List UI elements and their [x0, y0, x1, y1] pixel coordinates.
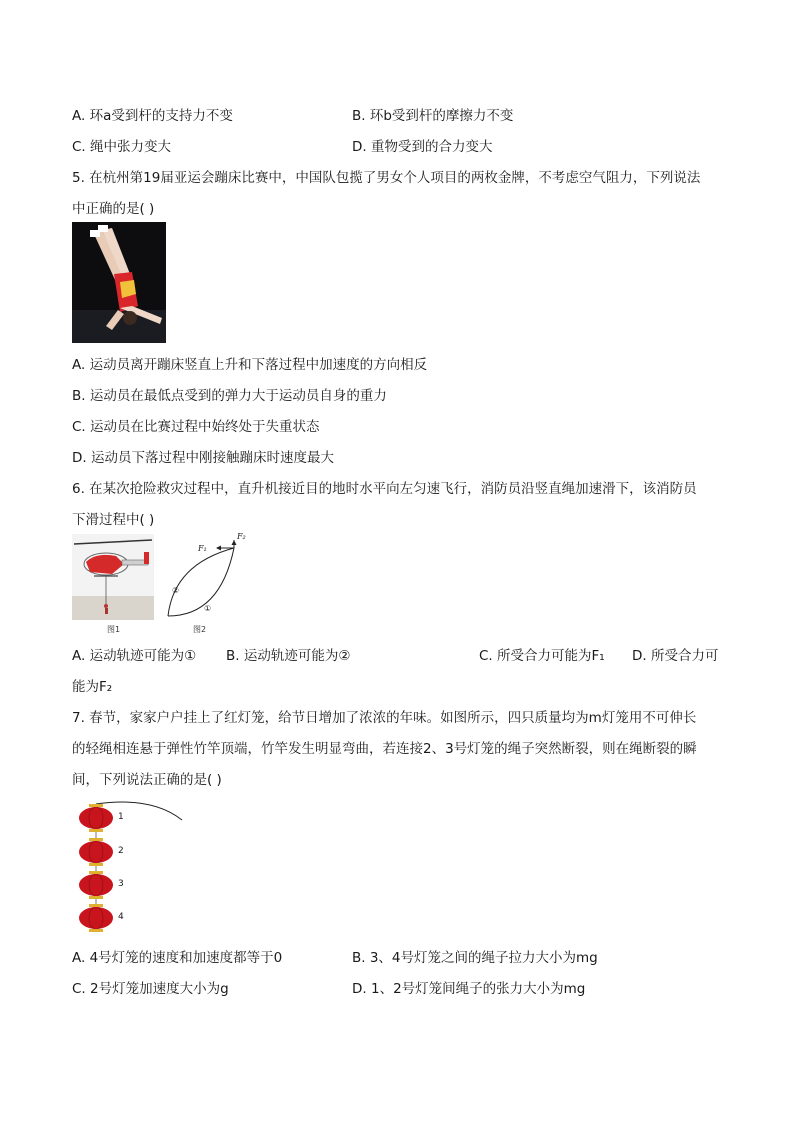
- helicopter-photo: [72, 534, 154, 620]
- q5-option-b: B. 运动员在最低点受到的弹力大于运动员自身的重力: [72, 388, 387, 404]
- q6-option-a: A. 运动轨迹可能为①: [72, 648, 197, 664]
- lantern-label-3: 3: [118, 879, 124, 889]
- trampoline-athlete-photo: [72, 222, 166, 343]
- q4-option-a: A. 环a受到杆的支持力不变: [72, 108, 233, 124]
- path1-label: ①: [204, 604, 212, 613]
- q6-option-c: C. 所受合力可能为F₁: [479, 648, 605, 664]
- q5-stem-line2: 中正确的是( ): [72, 201, 155, 217]
- q7-option-b: B. 3、4号灯笼之间的绳子拉力大小为mg: [352, 950, 598, 966]
- q5-option-a: A. 运动员离开蹦床竖直上升和下落过程中加速度的方向相反: [72, 357, 428, 373]
- path2-label: ②: [172, 586, 180, 595]
- q6-option-d-part2: 能为F₂: [72, 679, 113, 695]
- q6-stem-line2: 下滑过程中( ): [72, 512, 155, 528]
- q7-stem-line2: 的轻绳相连悬于弹性竹竿顶端，竹竿发生明显弯曲，若连接2、3号灯笼的绳子突然断裂，则在绳断裂的瞬: [72, 741, 697, 757]
- f1-label: F₁: [198, 544, 207, 553]
- figure2-caption: 图2: [193, 625, 207, 634]
- lantern-3: [79, 871, 113, 899]
- q7-option-a: A. 4号灯笼的速度和加速度都等于0: [72, 950, 283, 966]
- q4-option-b: B. 环b受到杆的摩擦力不变: [352, 108, 514, 124]
- q7-option-c: C. 2号灯笼加速度大小为g: [72, 981, 229, 997]
- q4-option-d: D. 重物受到的合力变大: [352, 139, 493, 155]
- q4-option-c: C. 绳中张力变大: [72, 139, 172, 155]
- lantern-label-4: 4: [118, 912, 124, 922]
- lantern-label-1: 1: [118, 812, 124, 822]
- lantern-2: [79, 838, 113, 866]
- lanterns-figure: [72, 796, 186, 934]
- lantern-1: [79, 804, 113, 832]
- lantern-4: [79, 904, 113, 932]
- q6-option-d-part1: D. 所受合力可: [632, 648, 719, 664]
- q5-option-d: D. 运动员下落过程中刚接触蹦床时速度最大: [72, 450, 334, 466]
- q6-stem-line1: 6. 在某次抢险救灾过程中，直升机接近目的地时水平向左匀速飞行，消防员沿竖直绳加速滑下，该消防员: [72, 481, 697, 497]
- q7-stem-line1: 7. 春节，家家户户挂上了红灯笼，给节日增加了浓浓的年味。如图所示，四只质量均为m灯笼用不可伸长: [72, 710, 697, 726]
- f2-label: F₂: [237, 532, 246, 541]
- figure1-caption: 图1: [107, 625, 121, 634]
- q6-option-b: B. 运动轨迹可能为②: [226, 648, 351, 664]
- lantern-label-2: 2: [118, 846, 124, 856]
- q5-option-c: C. 运动员在比赛过程中始终处于失重状态: [72, 419, 320, 435]
- q5-stem-line1: 5. 在杭州第19届亚运会蹦床比赛中，中国队包揽了男女个人项目的两枚金牌，不考虑空气阻力，下列说法: [72, 170, 701, 186]
- q7-stem-line3: 间，下列说法正确的是( ): [72, 772, 222, 788]
- q7-option-d: D. 1、2号灯笼间绳子的张力大小为mg: [352, 981, 586, 997]
